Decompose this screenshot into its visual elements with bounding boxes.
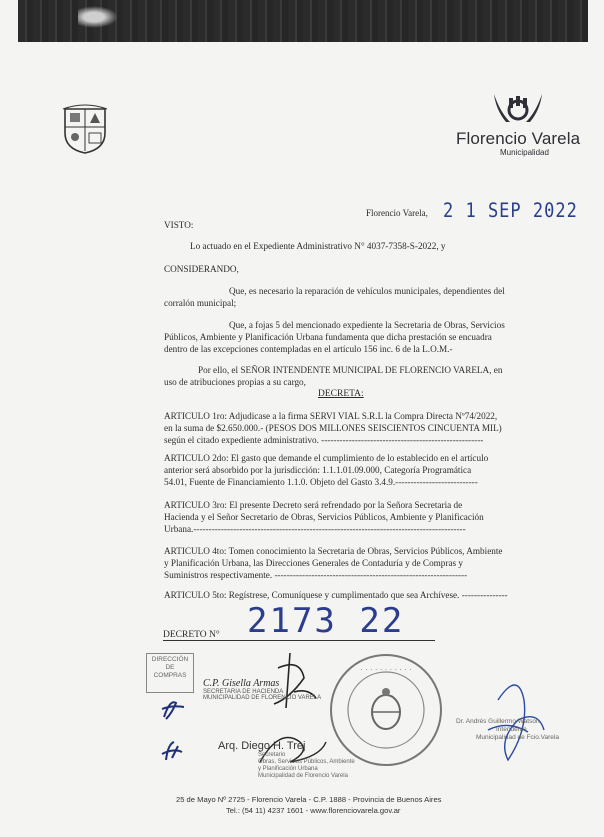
signer-name: C.P. Gisella Armas: [203, 678, 280, 689]
signer-name: Dr. Andrés Guillermo Watson: [456, 718, 540, 725]
visto-text: Lo actuado en el Expediente Administrativo N° 4037-7358-S-2022, y: [190, 241, 446, 251]
text-line: Por ello, el SEÑOR INTENDENTE MUNICIPAL DE FLORENCIO VARELA, en: [198, 365, 503, 375]
text-line: Que, a fojas 5 del mencionado expediente la Secretaria de Obras, Servicios: [229, 320, 505, 330]
stamp-line: DIRECCIÓN: [151, 656, 189, 663]
brand-name: Florencio Varela: [456, 129, 581, 148]
visto-heading: VISTO:: [164, 220, 194, 230]
text-line: según el citado expediente administrativo. -----------------------------------------------------: [164, 435, 484, 445]
signer-org: MUNICIPALIDAD DE FLORENCIO VARELA: [203, 695, 322, 701]
text-line: y Planificación Urbana, las Direcciones Generales de Contaduría y de Compras y: [164, 558, 464, 568]
decreta-heading: DECRETA:: [318, 389, 364, 399]
florencio-varela-logo-icon: [490, 92, 546, 126]
considerando-heading: CONSIDERANDO,: [164, 264, 239, 274]
top-scan-bar: [18, 0, 588, 42]
decreto-label: DECRETO N°: [163, 630, 220, 640]
stamp-line: COMPRAS: [153, 672, 187, 679]
text-line: ARTICULO 1ro: Adjudicase a la firma SERVI VIAL S.R.L la Compra Directa Nº74/2022,: [164, 411, 498, 421]
signer-org: Municipalidad de Fcio.Varela: [476, 734, 559, 741]
initial-mark-1-icon: [158, 695, 188, 721]
text-line: ARTICULO 5to: Regístrese, Comuníquese y cumplimentado que sea Archívese. ---------------: [164, 590, 508, 600]
text-line: Que, es necesario la reparación de vehículos municipales, dependientes del: [229, 286, 505, 296]
brand-subtitle: Municipalidad: [500, 148, 549, 157]
text-line: Hacienda y el Señor Secretario de Obras, Servicios Públicos, Ambiente y Planificación: [164, 512, 484, 522]
considerando-p2: [164, 319, 520, 355]
initial-mark-2-icon: [158, 738, 188, 764]
text-line: ARTICULO 3ro: El presente Decreto será refrendado por la Señora Secretaria de: [164, 500, 463, 510]
date-stamp: 2 1 SEP 2022: [443, 199, 578, 223]
article-5: [164, 589, 520, 601]
signer-name: Arq. Diego H. Trej: [218, 740, 306, 752]
text-line: anterior será absorbido por la jurisdicción: 1.1.1.01.09.000, Categoría Programática: [164, 465, 472, 475]
text-line: en la suma de $2.650.000.- (PESOS DOS MILLONES SEISCIENTOS CINCUENTA MIL): [164, 423, 502, 433]
decreto-number: 2173 22: [247, 601, 405, 641]
stamp-line: DE: [165, 664, 175, 671]
text-line: dentro de las excepciones contempladas en el artículo 156 inc. 6 de la L.O.M.-: [164, 344, 453, 354]
considerando-p1: [164, 285, 520, 309]
considerando-p3: [164, 364, 520, 388]
signer-org: Municipalidad de Florencio Varela: [258, 773, 348, 779]
signature-intendente: [456, 718, 559, 742]
text-line: corralón municipal;: [164, 298, 237, 308]
article-2: [164, 452, 520, 488]
text-line: ARTICULO 2do: El gasto que demande el cumplimiento de lo establecido en el artículo: [164, 453, 489, 463]
signature-hacienda: [203, 678, 321, 701]
footer-contact: Tel.: (54 11) 4237 1601 - www.florenciovarela.gov.ar: [226, 806, 401, 815]
text-line: uso de atribuciones propias a su cargo,: [164, 377, 306, 387]
signer-role: Intendente: [496, 726, 527, 733]
signer-role: y Planificación Urbana: [258, 766, 318, 772]
text-line: 54.01, Fuente de Financiamiento 1.1.0. Objeto del Gasto 3.4.9.---------------------------: [164, 477, 478, 487]
municipal-crest-icon: [62, 103, 108, 155]
text-line: Urbana.-----------------------------------------------------------------------------------------: [164, 524, 466, 534]
signer-role: Secretario: [258, 752, 286, 758]
text-line: Públicos, Ambiente y Planificación Urbana fundamenta que dicha prestación se encuadra: [164, 332, 492, 342]
signer-role: SECRETARIA DE HACIENDA: [203, 689, 284, 695]
text-line: Suministros respectivamente. ---------------------------------------------------------------: [164, 570, 468, 580]
article-3: [164, 499, 520, 535]
text-line: ARTICULO 4to: Tomen conocimiento la Secretaria de Obras, Servicios Públicos, Ambiente: [164, 546, 503, 556]
footer-address: 25 de Mayo Nº 2725 - Florencio Varela - C.P. 1888 - Provincia de Buenos Aires: [176, 795, 442, 804]
place-text: Florencio Varela,: [366, 208, 428, 218]
signer-role: Obras, Servicios Públicos, Ambiente: [258, 759, 355, 765]
municipal-seal-icon: [328, 652, 444, 768]
article-1: [164, 410, 520, 446]
compras-box-stamp: [146, 653, 194, 693]
svg-text:· · · · · · · · · · ·: · · · · · · · · · · ·: [360, 665, 412, 674]
article-4: [164, 545, 520, 581]
